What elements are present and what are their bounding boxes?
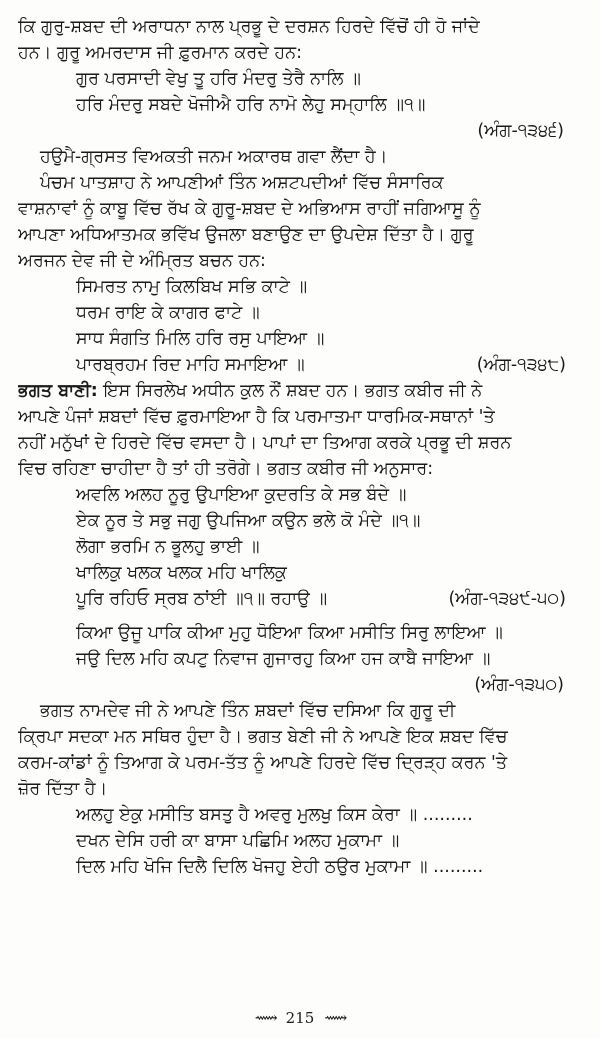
reference: (ਅੰਗ-੧੩੪੯-੫੦) bbox=[448, 589, 566, 609]
text-line: ਵਾਸ਼ਨਾਵਾਂ ਨੂੰ ਕਾਬੂ ਵਿੱਚ ਰੱਖ ਕੇ ਗੁਰੂ-ਸ਼ਬਦ ਦੇ ਅਭਿਆਸ ਰਾਹੀਂ ਜਗਿਆਸੂ ਨੂੰ bbox=[18, 199, 481, 219]
verse-line: ਪੂਰਿ ਰਹਿਓ ਸ੍ਰਬ ਠਾਂਈ ॥੧॥ ਰਹਾਉ ॥ bbox=[76, 589, 328, 609]
text-line: ਕਿ ਗੁਰੁ-ਸ਼ਬਦ ਦੀ ਅਰਾਧਨਾ ਨਾਲ ਪ੍ਰਭੂ ਦੇ ਦਰਸ਼ਨ ਹਿਰਦੇ ਵਿੱਚੋਂ ਹੀ ਹੋ ਜਾਂਦੇ bbox=[18, 17, 480, 37]
text-line: ਆਪਣਾ ਅਧਿਆਤਮਕ ਭਵਿੱਖ ਉਜਲਾ ਬਣਾਉਣ ਦਾ ਉਪਦੇਸ਼ ਦਿੱਤਾ ਹੈ। ਗੁਰੂ bbox=[18, 225, 474, 245]
verse-line: ਹਰਿ ਮੰਦਰੁ ਸਬਦੇ ਖੋਜੀਐ ਹਰਿ ਨਾਮੋ ਲੇਹੁ ਸਮ੍ਹਾਲਿ ॥੧॥ bbox=[76, 95, 426, 115]
reference: (ਅੰਗ-੧੩੪੬) bbox=[477, 121, 564, 141]
text-line bbox=[18, 378, 578, 404]
verse-line: ਏਕ ਨੂਰ ਤੇ ਸਭੁ ਜਗੁ ਉਪਜਿਆ ਕਉਨ ਭਲੇ ਕੋ ਮੰਦੇ ॥੧॥ bbox=[76, 511, 421, 531]
verse-line: ਪਾਰਬ੍ਰਹਮ ਰਿਦ ਮਾਹਿ ਸਮਾਇਆ ॥ bbox=[76, 355, 305, 375]
text-line: ਅਰਜਨ ਦੇਵ ਜੀ ਦੇ ਅੰਮ੍ਰਿਤ ਬਚਨ ਹਨ: bbox=[18, 251, 266, 271]
verse-line: ਜਉ ਦਿਲ ਮਹਿ ਕਪਟੁ ਨਿਵਾਜ ਗੁਜਾਰਹੁ ਕਿਆ ਹਜ ਕਾਬੈ ਜਾਇਆ ॥ bbox=[76, 649, 491, 669]
text-line: ਕਰਮ-ਕਾਂਡਾਂ ਨੂੰ ਤਿਆਗ ਕੇ ਪਰਮ-ਤੱਤ ਨੂੰ ਆਪਣੇ ਹਿਰਦੇ ਵਿੱਚ ਦ੍ਰਿੜ੍ਹ ਕਰਨ 'ਤੇ bbox=[18, 753, 508, 773]
reference: (ਅੰਗ-੧੩੪੮) bbox=[476, 355, 566, 375]
verse-with-reference bbox=[18, 352, 578, 378]
left-flourish-icon: ⟿ bbox=[254, 1008, 276, 1027]
verse-with-reference bbox=[18, 586, 578, 612]
verse-line: ਸਾਧ ਸੰਗਤਿ ਮਿਲਿ ਹਰਿ ਰਸੁ ਪਾਇਆ ॥ bbox=[76, 329, 325, 349]
right-flourish-icon: ⟿ bbox=[324, 1008, 346, 1027]
text-line: ਕ੍ਰਿਪਾ ਸਦਕਾ ਮਨ ਸਥਿਰ ਹੁੰਦਾ ਹੈ। ਭਗਤ ਬੇਣੀ ਜੀ ਨੇ ਆਪਣੇ ਇਕ ਸ਼ਬਦ ਵਿੱਚ bbox=[18, 727, 508, 747]
verse-line: ਅਲਹੁ ਏਕੁ ਮਸੀਤਿ ਬਸਤੁ ਹੈ ਅਵਰੁ ਮੁਲਖੁ ਕਿਸ ਕੇਰਾ ॥ ......... bbox=[76, 805, 473, 825]
page-number: 215 bbox=[285, 1008, 315, 1027]
text-line: ਭਗਤ ਨਾਮਦੇਵ ਜੀ ਨੇ ਆਪਣੇ ਤਿੰਨ ਸ਼ਬਦਾਂ ਵਿੱਚ ਦਸਿਆ ਕਿ ਗੁਰੂ ਦੀ bbox=[40, 701, 456, 721]
text-line: ਹਨ। ਗੁਰੂ ਅਮਰਦਾਸ ਜੀ ਫ਼ੁਰਮਾਨ ਕਰਦੇ ਹਨ: bbox=[18, 43, 302, 63]
text-line: ਵਿਚ ਰਹਿਣਾ ਚਾਹੀਦਾ ਹੈ ਤਾਂ ਹੀ ਤਰੋਗੇ। ਭਗਤ ਕਬੀਰ ਜੀ ਅਨੁਸਾਰ: bbox=[18, 459, 434, 479]
section-text: ਇਸ ਸਿਰਲੇਖ ਅਧੀਨ ਕੁਲ ਨੌਂ ਸ਼ਬਦ ਹਨ। ਭਗਤ ਕਬੀਰ ਜੀ ਨੇ bbox=[97, 381, 483, 401]
verse-line: ਅਵਲਿ ਅਲਹ ਨੂਰੁ ਉਪਾਇਆ ਕੁਦਰਤਿ ਕੇ ਸਭ ਬੰਦੇ ॥ bbox=[76, 485, 407, 505]
page-footer bbox=[0, 1008, 600, 1027]
text-line: ਆਪਣੇ ਪੰਜਾਂ ਸ਼ਬਦਾਂ ਵਿੱਚ ਫ਼ੁਰਮਾਇਆ ਹੈ ਕਿ ਪਰਮਾਤਮਾ ਧਾਰਮਿਕ-ਸਥਾਨਾਂ 'ਤੇ bbox=[18, 407, 495, 427]
verse-line: ਲੋਗਾ ਭਰਮਿ ਨ ਭੂਲਹੁ ਭਾਈ ॥ bbox=[76, 537, 260, 557]
verse-line: ਦਿਲ ਮਹਿ ਖੋਜਿ ਦਿਲੈ ਦਿਲਿ ਖੋਜਹੁ ਏਹੀ ਠਉਰ ਮੁਕਾਮਾ ॥ ......... bbox=[76, 857, 484, 877]
verse-line: ਕਿਆ ਉਜੂ ਪਾਕਿ ਕੀਆ ਮੁਹੁ ਧੋਇਆ ਕਿਆ ਮਸੀਤਿ ਸਿਰੁ ਲਾਇਆ ॥ bbox=[76, 623, 503, 643]
section-heading: ਭਗਤ ਬਾਣੀ: bbox=[18, 381, 98, 401]
text-line: ਹਉਮੈ-ਗ੍ਰਸਤ ਵਿਅਕਤੀ ਜਨਮ ਅਕਾਰਥ ਗਵਾ ਲੈਂਦਾ ਹੈ। bbox=[40, 147, 388, 167]
reference: (ਅੰਗ-੧੩੫੦) bbox=[474, 675, 564, 695]
verse-line: ਧਰਮ ਰਾਇ ਕੇ ਕਾਗਰ ਫਾਟੇ ॥ bbox=[76, 303, 260, 323]
verse-line: ਖਾਲਿਕੁ ਖਲਕ ਖਲਕ ਮਹਿ ਖਾਲਿਕੁ bbox=[76, 563, 287, 583]
verse-line: ਗੁਰ ਪਰਸਾਦੀ ਵੇਖੁ ਤੂ ਹਰਿ ਮੰਦਰੁ ਤੇਰੈ ਨਾਲਿ ॥ bbox=[76, 69, 361, 89]
text-line: ਨਹੀਂ ਮਨੁੱਖਾਂ ਦੇ ਹਿਰਦੇ ਵਿੱਚ ਵਸਦਾ ਹੈ। ਪਾਪਾਂ ਦਾ ਤਿਆਗ ਕਰਕੇ ਪ੍ਰਭੂ ਦੀ ਸ਼ਰਨ bbox=[18, 433, 512, 453]
text-line: ਪੰਚਮ ਪਾਤਸ਼ਾਹ ਨੇ ਆਪਣੀਆਂ ਤਿੰਨ ਅਸ਼ਟਪਦੀਆਂ ਵਿੱਚ ਸੰਸਾਰਿਕ bbox=[40, 173, 444, 193]
verse-line: ਸਿਮਰਤ ਨਾਮੁ ਕਿਲਬਿਖ ਸਭਿ ਕਾਟੇ ॥ bbox=[76, 277, 308, 297]
verse-line: ਦਖਨ ਦੇਸਿ ਹਰੀ ਕਾ ਬਾਸਾ ਪਛਿਮਿ ਅਲਹ ਮੁਕਾਮਾ ॥ bbox=[76, 831, 400, 851]
text-line: ਜ਼ੋਰ ਦਿੱਤਾ ਹੈ। bbox=[18, 779, 108, 799]
